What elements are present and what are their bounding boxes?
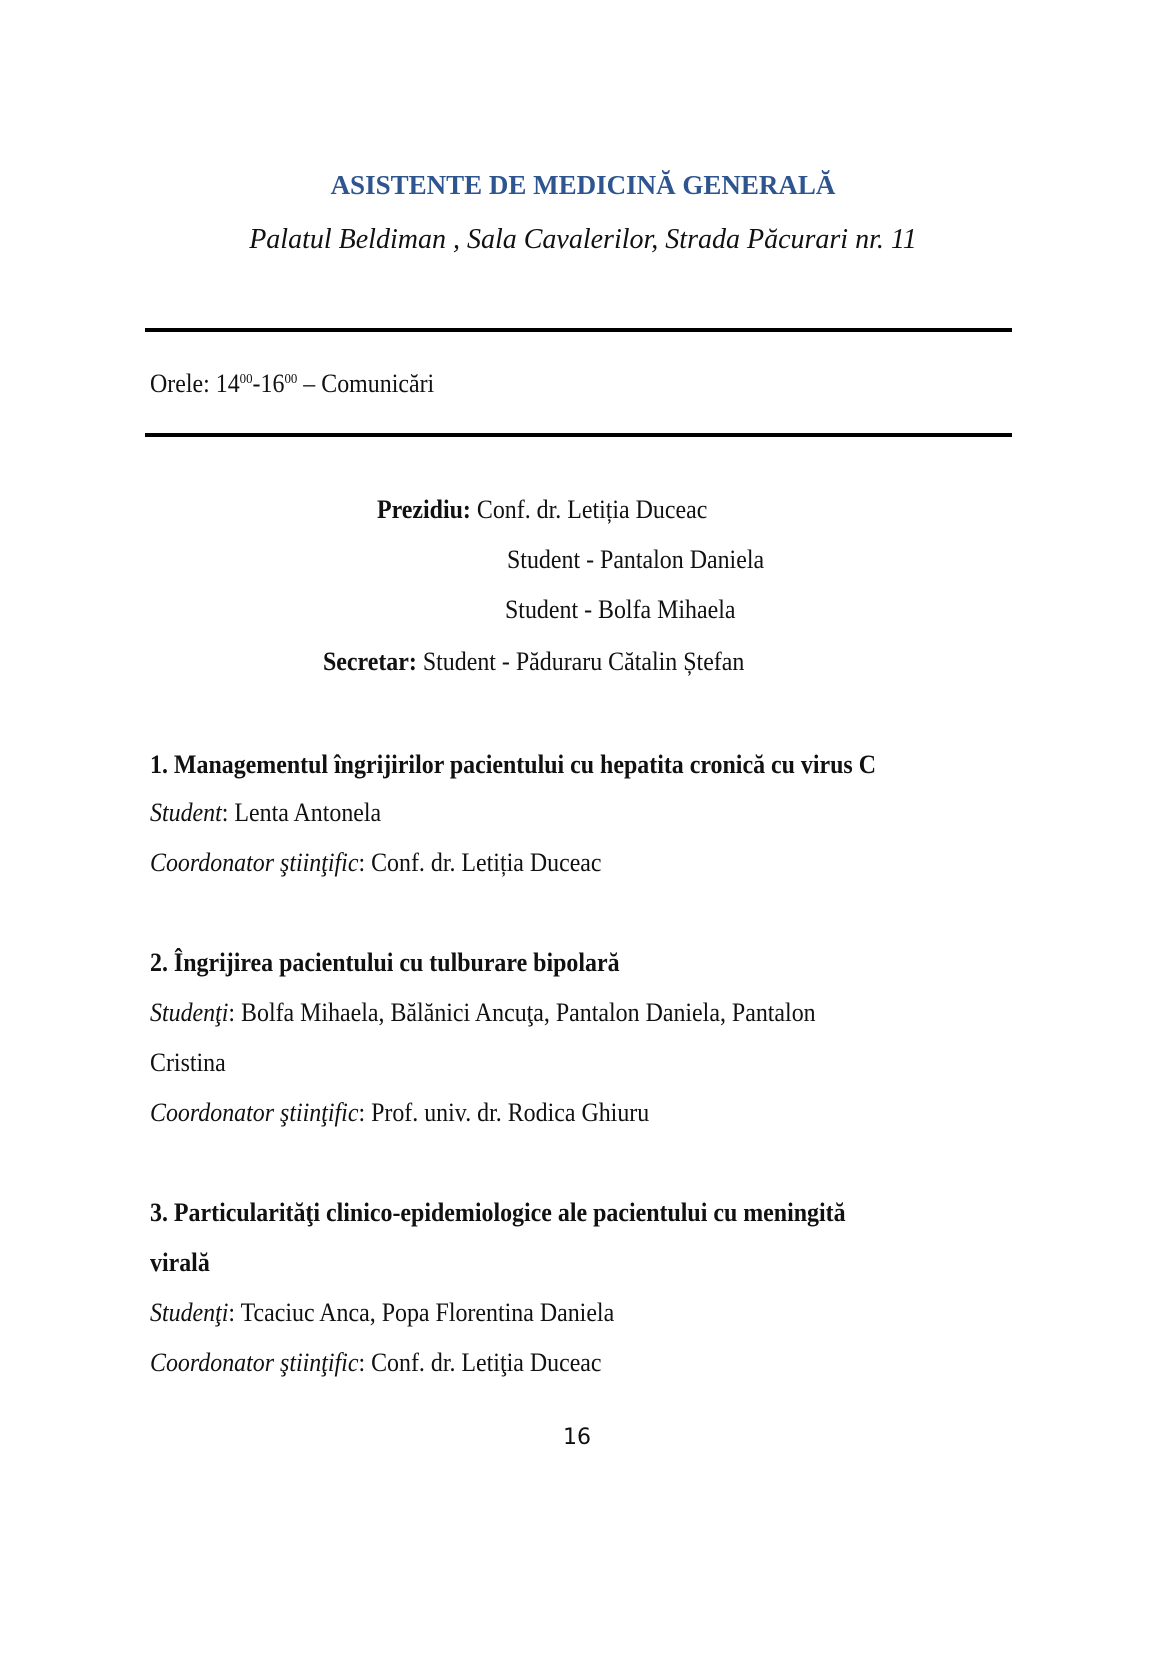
item-students-cont: Cristina: [150, 1048, 226, 1077]
item-coordinator: Coordonator ştiinţific: Prof. univ. dr. Rodica Ghiuru: [150, 1098, 650, 1127]
item-coordinator: Coordonator ştiinţific: Conf. dr. Letiția Duceac: [150, 848, 602, 877]
secretary-line: Secretar: Student - Păduraru Cătalin Ștefan: [323, 647, 745, 676]
page-number: 16: [563, 1425, 591, 1450]
presidium-member: Student - Pantalon Daniela: [507, 545, 765, 574]
divider-top: [145, 328, 1012, 332]
item-title-cont: virală: [150, 1248, 210, 1277]
item-students: Studenţi: Tcaciuc Anca, Popa Florentina Daniela: [150, 1298, 615, 1327]
item-students: Student: Lenta Antonela: [150, 798, 382, 827]
item-title: 1. Managementul îngrijirilor pacientului cu hepatita cronică cu virus C: [150, 750, 877, 779]
divider-bottom: [145, 433, 1012, 437]
item-students: Studenţi: Bolfa Mihaela, Bălănici Ancuţa, Pantalon Daniela, Pantalon: [150, 998, 816, 1027]
presidium-line: Prezidiu: Conf. dr. Letiția Duceac: [377, 495, 708, 524]
schedule: Orele: $14^{00}-16^{00}$ – Comunicări: [150, 369, 435, 398]
section-title: ASISTENTE DE MEDICINĂ GENERALĂ: [330, 170, 836, 200]
item-coordinator: Coordonator ştiinţific: Conf. dr. Letiţia Duceac: [150, 1348, 602, 1377]
item-title: 2. Îngrijirea pacientului cu tulburare bipolară: [150, 948, 620, 977]
item-title: 3. Particularităţi clinico-epidemiologice ale pacientului cu meningită: [150, 1198, 846, 1227]
presidium-member: Student - Bolfa Mihaela: [505, 595, 736, 624]
location: Palatul Beldiman , Sala Cavalerilor, Strada Păcurari nr. 11: [249, 224, 917, 255]
